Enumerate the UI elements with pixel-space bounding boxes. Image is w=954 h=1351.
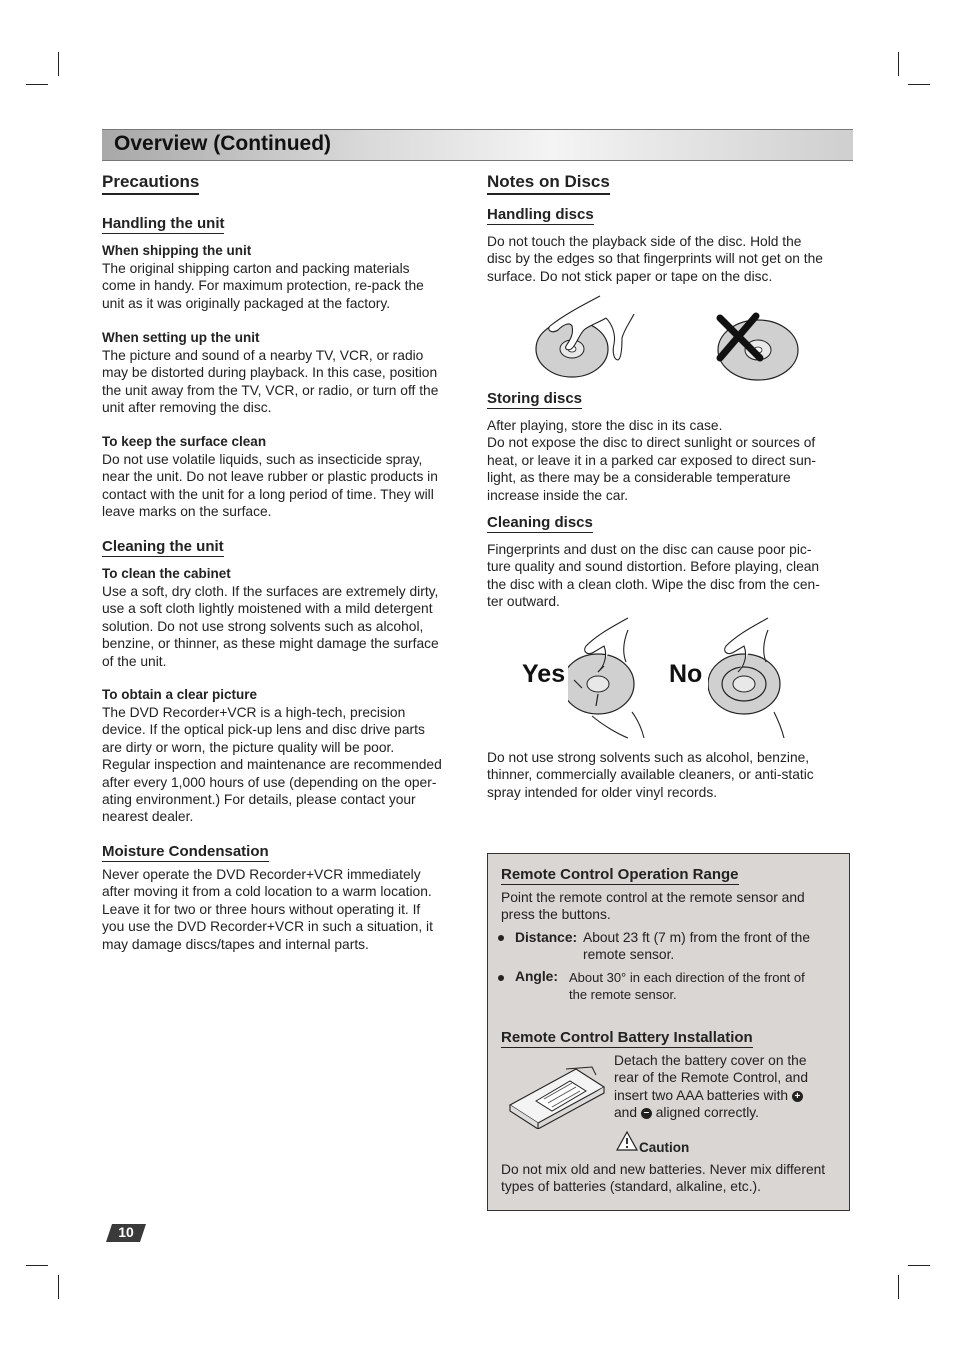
- bullet-dot: [498, 975, 504, 981]
- text-line: heat, or leave it in a parked car exposed to direct sun-: [487, 452, 817, 468]
- text-line: unit after removing the disc.: [102, 400, 272, 416]
- text-line: after moving it from a cold location to a warm location.: [102, 884, 432, 900]
- handling-discs-heading: Handling discs: [487, 206, 594, 223]
- text-line: The original shipping carton and packing materials: [102, 261, 410, 276]
- section-banner: [102, 129, 853, 161]
- disc-clean-wrong-illustration: [708, 616, 790, 740]
- caution-text: [501, 1161, 846, 1196]
- crop-mark: [26, 84, 48, 85]
- text-line: after every 1,000 hours of use (depending on the oper-: [102, 774, 437, 790]
- text-line: you use the DVD Recorder+VCR in such a situation, it: [102, 919, 433, 935]
- text-line: About 30° in each direction of the front of: [569, 970, 805, 985]
- text-line: may damage discs/tapes and internal parts.: [102, 936, 369, 952]
- storing-discs-text: [487, 417, 849, 504]
- distance-label: Distance:: [515, 930, 578, 945]
- cleaning-discs-text: [487, 541, 849, 611]
- solvent-warning-text: [487, 749, 849, 801]
- minus-icon: –: [641, 1108, 652, 1119]
- text-line: rear of the Remote Control, and: [614, 1070, 809, 1086]
- text-line: The DVD Recorder+VCR is a high-tech, precision: [102, 705, 406, 720]
- text-line: Do not mix old and new batteries. Never mix different: [501, 1162, 826, 1177]
- no-label: No: [669, 660, 703, 688]
- text-line: Point the remote control at the remote sensor and: [501, 890, 805, 905]
- text-line: increase inside the car.: [487, 487, 629, 503]
- battery-heading: Remote Control Battery Installation: [501, 1029, 753, 1046]
- text-line: Do not expose the disc to direct sunlight or sources of: [487, 435, 816, 451]
- text-line: Fingerprints and dust on the disc can cause poor pic-: [487, 542, 812, 557]
- text-line: Regular inspection and maintenance are recommended: [102, 757, 442, 773]
- handling-unit-heading: Handling the unit: [102, 215, 225, 232]
- text-line: nearest dealer.: [102, 809, 194, 825]
- plus-icon: +: [792, 1091, 803, 1102]
- text-line: thinner, commercially available cleaners, or anti-static: [487, 767, 814, 783]
- shipping-title: When shipping the unit: [102, 243, 252, 258]
- yes-label: Yes: [522, 660, 566, 688]
- text-line: the unit away from the TV, VCR, or radio, or turn off the: [102, 382, 439, 398]
- moisture-text: [102, 866, 467, 953]
- text-line: unit as it was originally packaged at the factory.: [102, 295, 391, 311]
- text-line: the disc with a clean cloth. Wipe the disc from the cen-: [487, 576, 820, 592]
- text-line: [614, 1087, 844, 1104]
- notes-on-discs-heading: Notes on Discs: [487, 172, 610, 195]
- range-heading: Remote Control Operation Range: [501, 866, 739, 883]
- text-line: ture quality and sound distortion. Before playing, clean: [487, 559, 820, 575]
- text-line: come in handy. For maximum protection, re-pack the: [102, 278, 424, 294]
- surface-title: To keep the surface clean: [102, 434, 267, 449]
- text-line: Do not use strong solvents such as alcohol, benzine,: [487, 750, 810, 765]
- text-line: light, as there may be a considerable temperature: [487, 470, 791, 486]
- text-line: device. If the optical pick-up lens and disc drive parts: [102, 722, 425, 738]
- text-line: benzine, or thinner, as these might damage the surface: [102, 636, 439, 652]
- text-line: press the buttons.: [501, 907, 611, 923]
- text-line: Detach the battery cover on the: [614, 1053, 807, 1068]
- text-line: ating environment.) For details, please contact your: [102, 792, 416, 808]
- text-line: remote sensor.: [583, 947, 675, 963]
- text-line: Do not use volatile liquids, such as insecticide spray,: [102, 452, 423, 467]
- text-span: insert two AAA batteries with: [614, 1087, 789, 1103]
- text-line: leave marks on the surface.: [102, 504, 272, 520]
- battery-text: [614, 1052, 844, 1122]
- text-line: [614, 1104, 844, 1121]
- crop-mark: [898, 52, 899, 76]
- picture-title: To obtain a clear picture: [102, 687, 258, 702]
- text-span: aligned correctly.: [655, 1105, 759, 1121]
- text-line: are dirty or worn, the picture quality will be poor.: [102, 739, 395, 755]
- storing-discs-heading: Storing discs: [487, 390, 583, 407]
- disc-clean-correct-illustration: [568, 616, 650, 740]
- remote-control-info-box: [487, 853, 850, 1211]
- crop-mark: [58, 52, 59, 76]
- angle-label: Angle:: [515, 969, 558, 984]
- page-number-badge: [106, 1222, 146, 1244]
- text-line: Do not touch the playback side of the disc. Hold the: [487, 234, 802, 249]
- text-line: of the unit.: [102, 653, 167, 669]
- surface-text: [102, 451, 467, 521]
- warning-icon: [616, 1131, 638, 1151]
- cleaning-discs-heading: Cleaning discs: [487, 514, 593, 531]
- precautions-heading: Precautions: [102, 172, 199, 195]
- text-line: near the unit. Do not leave rubber or plastic products in: [102, 469, 438, 485]
- crop-mark: [58, 1275, 59, 1299]
- text-line: The picture and sound of a nearby TV, VCR, or radio: [102, 348, 424, 363]
- cleaning-unit-heading: Cleaning the unit: [102, 538, 224, 555]
- crop-mark: [26, 1265, 48, 1266]
- text-line: After playing, store the disc in its case.: [487, 418, 723, 433]
- page-title: Overview (Continued): [114, 132, 332, 155]
- text-line: disc by the edges so that fingerprints will not get on the: [487, 251, 823, 267]
- shipping-text: [102, 260, 467, 312]
- text-line: surface. Do not stick paper or tape on the disc.: [487, 268, 773, 284]
- cabinet-title: To clean the cabinet: [102, 566, 231, 581]
- range-text: [501, 889, 841, 924]
- text-line: Use a soft, dry cloth. If the surfaces are extremely dirty,: [102, 584, 439, 599]
- setting-title: When setting up the unit: [102, 330, 260, 345]
- remote-battery-illustration: [506, 1061, 608, 1129]
- disc-hold-wrong-illustration: [710, 310, 802, 384]
- page-number: 10: [118, 1224, 134, 1240]
- text-line: types of batteries (standard, alkaline, etc.).: [501, 1179, 761, 1195]
- picture-text: [102, 704, 467, 826]
- setting-text: [102, 347, 467, 417]
- text-line: About 23 ft (7 m) from the front of the: [583, 930, 810, 945]
- angle-text: [569, 969, 844, 1004]
- disc-hold-correct-illustration: [530, 294, 640, 382]
- text-line: Never operate the DVD Recorder+VCR immediately: [102, 867, 421, 882]
- distance-text: [583, 929, 843, 964]
- crop-mark: [898, 1275, 899, 1299]
- text-line: the remote sensor.: [569, 987, 677, 1003]
- caution-label: Caution: [639, 1140, 690, 1155]
- text-line: may be distorted during playback. In this case, position: [102, 365, 438, 381]
- crop-mark: [908, 1265, 930, 1266]
- text-span: and: [614, 1105, 638, 1121]
- crop-mark: [908, 84, 930, 85]
- handling-discs-text: [487, 233, 849, 285]
- text-line: use a soft cloth lightly moistened with a mild detergent: [102, 601, 433, 617]
- text-line: solution. Do not use strong solvents such as alcohol,: [102, 618, 424, 634]
- text-line: Leave it for two or three hours without operating it. If: [102, 901, 421, 917]
- moisture-heading: Moisture Condensation: [102, 843, 269, 860]
- cabinet-text: [102, 583, 467, 670]
- text-line: contact with the unit for a long period of time. They will: [102, 486, 434, 502]
- bullet-dot: [498, 935, 504, 941]
- text-line: ter outward.: [487, 594, 560, 610]
- text-line: spray intended for older vinyl records.: [487, 784, 718, 800]
